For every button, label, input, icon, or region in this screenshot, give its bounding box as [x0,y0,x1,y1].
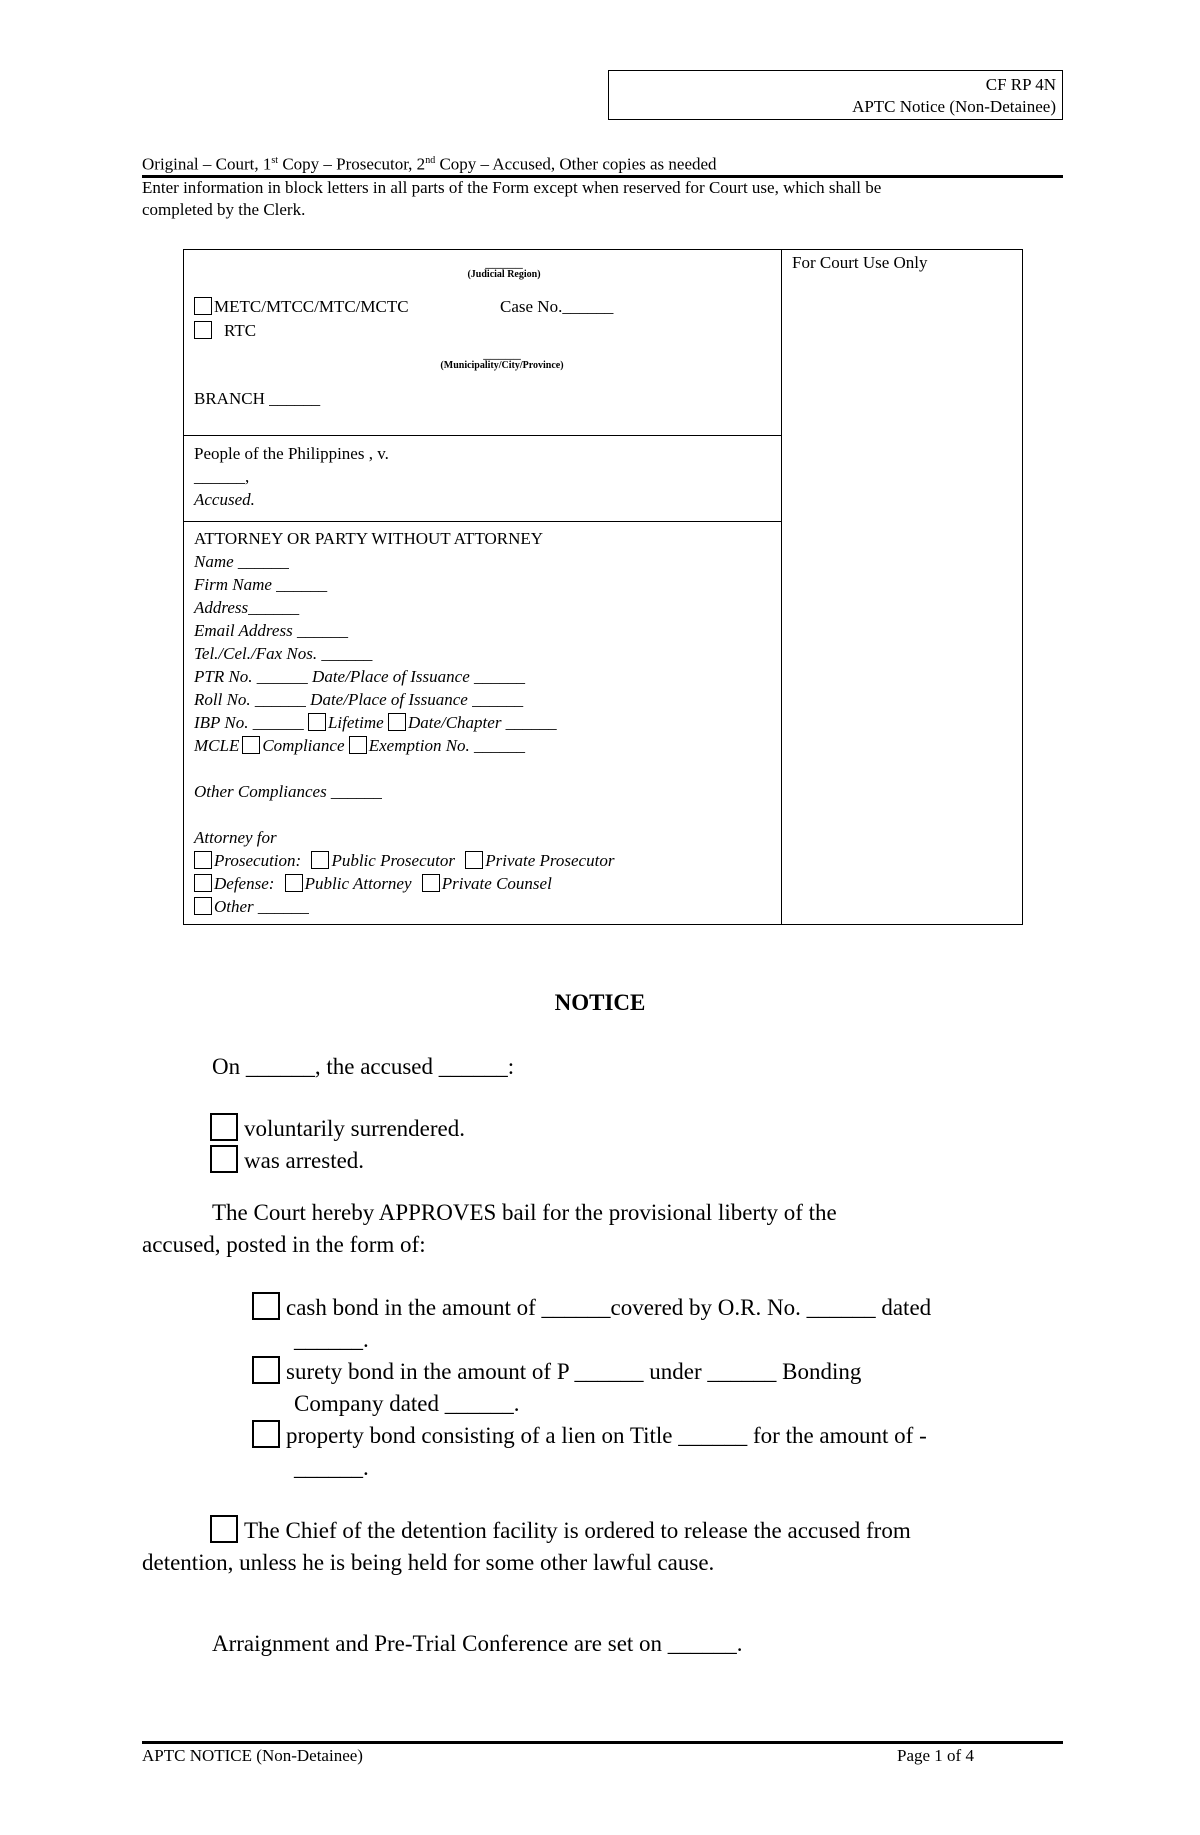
distribution-original: Original – Court, 1 [142,154,272,174]
distribution-copy1: Copy – Prosecutor, 2 [278,154,426,174]
attorney-cell [184,522,781,926]
public-attorney-label: Public Attorney [304,874,412,893]
footer-divider [142,1741,1063,1744]
form-code: CF RP 4N [985,75,1056,94]
cash-bond-checkbox[interactable] [252,1292,280,1320]
cash-bond-option[interactable] [252,1292,931,1356]
footer-page-number: Page 1 of 4 [897,1746,974,1765]
property-bond-line2[interactable]: ______. [294,1455,369,1480]
public-prosecutor-checkbox[interactable] [311,851,329,869]
municipality-field[interactable] [412,348,592,371]
court-option-metc[interactable] [194,296,409,318]
defense-row [194,873,552,895]
arrested-label: was arrested. [244,1148,365,1173]
notice-title: NOTICE [554,990,646,1015]
release-paragraph [142,1515,1063,1579]
mcle-label: MCLE [194,736,240,755]
property-bond-option[interactable] [252,1420,927,1484]
cash-bond-line1[interactable]: cash bond in the amount of ______covered by O.R. No. ______ dated [286,1295,932,1320]
ibp-row [194,712,557,734]
accused-label: Accused. [194,490,255,509]
release-line2: detention, unless he is being held for some other lawful cause. [142,1550,715,1575]
distribution-copy2: Copy – Accused, Other copies as needed [435,154,717,174]
ibp-date-chapter-field[interactable]: Date/Chapter ______ [407,713,557,732]
on-date-line[interactable]: On ______, the accused ______: [212,1054,515,1079]
instructions [142,177,1063,221]
ibp-no-field[interactable]: IBP No. ______ [194,713,304,732]
caption-left-column [184,250,782,924]
court-use-label: For Court Use Only [792,253,928,272]
release-checkbox[interactable] [210,1515,238,1543]
caption-table [183,249,1023,925]
court-use-cell [782,250,1022,924]
property-bond-checkbox[interactable] [252,1420,280,1448]
surety-bond-line1[interactable]: surety bond in the amount of P ______ under ______ Bonding [286,1359,862,1384]
other-compliances-field[interactable]: Other Compliances ______ [194,782,382,801]
prosecution-row [194,850,614,872]
tel-field[interactable]: Tel./Cel./Fax Nos. ______ [194,644,373,663]
ibp-lifetime-checkbox[interactable] [308,713,326,731]
attorney-heading: ATTORNEY OR PARTY WITHOUT ATTORNEY [194,529,544,548]
arraignment-line[interactable]: Arraignment and Pre-Trial Conference are set on ______. [212,1631,743,1656]
metc-label: METC/MTCC/MTC/MCTC [214,297,409,316]
mcle-compliance-checkbox[interactable] [242,736,260,754]
branch-field[interactable]: BRANCH ______ [194,389,321,408]
defense-checkbox[interactable] [194,874,212,892]
private-counsel-checkbox[interactable] [422,874,440,892]
roll-field[interactable]: Roll No. ______ Date/Place of Issuance ______ [194,690,524,709]
parties-line: People of the Philippines , v. [194,444,389,463]
defense-label: Defense: [214,874,275,893]
municipality-blank[interactable]: _____ [483,346,521,362]
rtc-label: RTC [224,321,257,340]
judicial-region-field[interactable] [454,257,554,280]
private-counsel-label: Private Counsel [441,874,552,893]
prosecution-checkbox[interactable] [194,851,212,869]
property-bond-line1[interactable]: property bond consisting of a lien on Title ______ for the amount of - [286,1423,927,1448]
approves-paragraph [142,1197,1063,1261]
instructions-line2: completed by the Clerk. [142,200,306,219]
prosecution-label: Prosecution: [214,851,302,870]
accused-name-blank[interactable]: ______, [194,467,250,486]
public-attorney-checkbox[interactable] [285,874,303,892]
surety-bond-checkbox[interactable] [252,1356,280,1384]
other-row [194,896,309,918]
public-prosecutor-label: Public Prosecutor [331,851,455,870]
firm-name-field[interactable]: Firm Name ______ [194,575,328,594]
private-prosecutor-label: Private Prosecutor [485,851,615,870]
address-field[interactable]: Address______ [194,598,300,617]
attorney-for-label: Attorney for [194,828,277,847]
mcle-exemption-field[interactable]: Exemption No. ______ [368,736,526,755]
distribution-line [142,150,717,176]
ptr-field[interactable]: PTR No. ______ Date/Place of Issuance ______ [194,667,525,686]
mcle-row [194,735,525,757]
court-option-rtc[interactable] [194,320,256,342]
metc-checkbox[interactable] [194,297,212,315]
other-checkbox[interactable] [194,897,212,915]
ibp-lifetime-label: Lifetime [327,713,384,732]
form-title: APTC Notice (Non-Detainee) [852,97,1056,116]
surety-bond-line2[interactable]: Company dated ______. [294,1391,520,1416]
footer-left: APTC NOTICE (Non-Detainee) [142,1746,363,1765]
instructions-line1: Enter information in block letters in all parts of the Form except when reserved for Court use, which shall be [142,178,882,197]
parties-cell [184,436,781,522]
release-line1: The Chief of the detention facility is ordered to release the accused from [244,1518,911,1543]
approves-line2: accused, posted in the form of: [142,1232,426,1257]
judicial-region-blank[interactable]: _____ [485,255,523,271]
cash-bond-line2[interactable]: ______. [294,1327,369,1352]
distribution-sup2: nd [425,155,436,166]
surrendered-label: voluntarily surrendered. [244,1116,465,1141]
surrendered-checkbox[interactable] [210,1113,238,1141]
arrested-option[interactable] [210,1145,364,1177]
mcle-exemption-checkbox[interactable] [349,736,367,754]
ibp-date-chapter-checkbox[interactable] [388,713,406,731]
attorney-name-field[interactable]: Name ______ [194,552,289,571]
rtc-checkbox[interactable] [194,321,212,339]
court-cell [184,250,781,436]
distribution-sup1: st [271,155,279,166]
arrested-checkbox[interactable] [210,1145,238,1173]
case-no-field[interactable]: Case No.______ [500,297,614,316]
mcle-compliance-label: Compliance [262,736,345,755]
surrendered-option[interactable] [210,1113,465,1145]
municipality-label: (Municipality/City/Province) [440,360,564,371]
judicial-region-label: (Judicial Region) [467,269,541,280]
email-field[interactable]: Email Address ______ [194,621,348,640]
approves-line1: The Court hereby APPROVES bail for the provisional liberty of the [212,1200,837,1225]
surety-bond-option[interactable] [252,1356,861,1420]
form-id-box [608,70,1063,120]
private-prosecutor-checkbox[interactable] [465,851,483,869]
other-field[interactable]: Other ______ [214,897,309,916]
